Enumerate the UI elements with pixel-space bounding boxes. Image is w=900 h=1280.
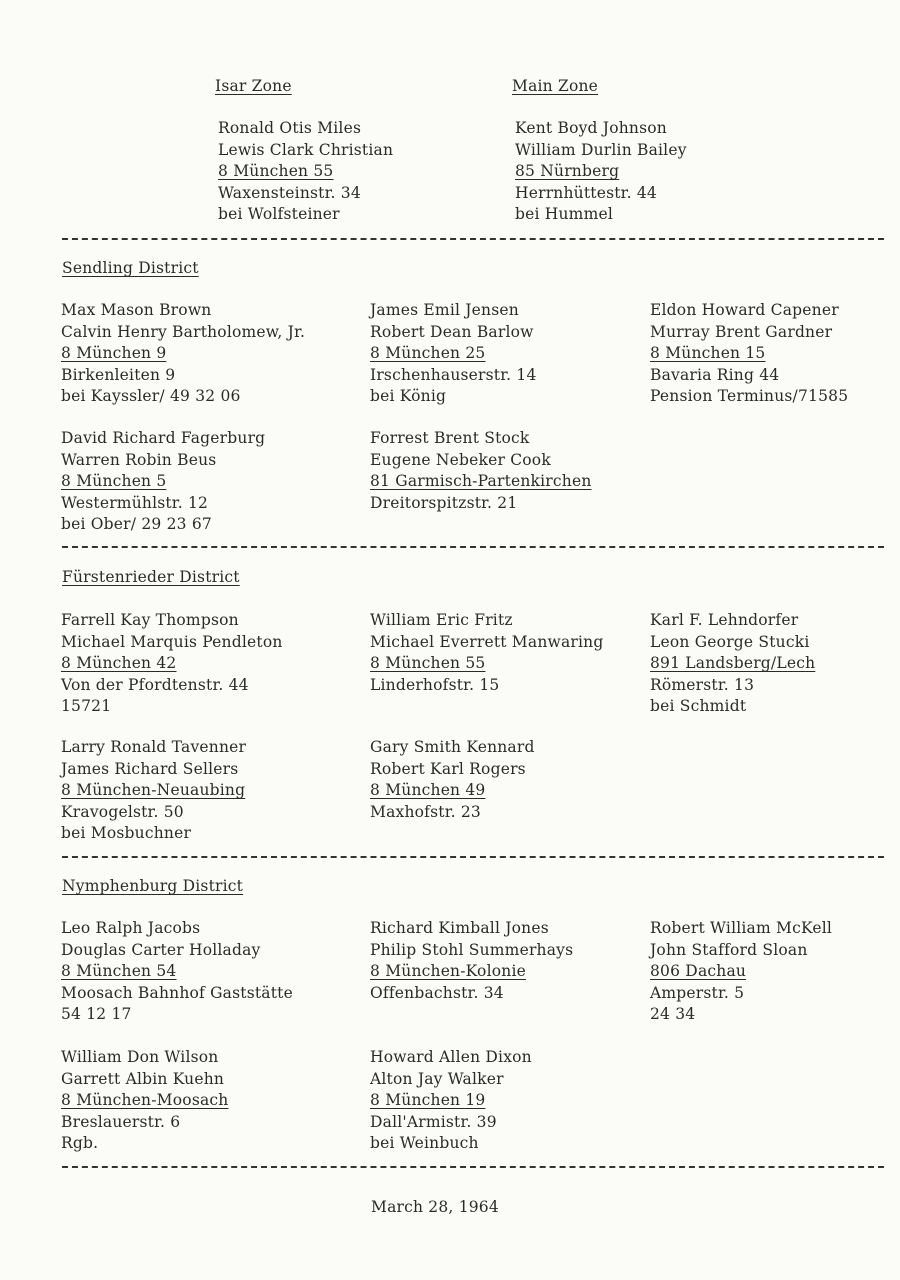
address-block-address-line: Dall'Armistr. 39 — [370, 1112, 497, 1131]
address-block-address-line: Kravogelstr. 50 — [61, 802, 184, 821]
address-block-address-line: bei Kayssler/ 49 32 06 — [61, 387, 241, 405]
address-block-missionary-name: James Richard Sellers — [61, 759, 239, 778]
address-block-missionary-name: Garrett Albin Kuehn — [61, 1069, 225, 1088]
address-block-address-line: Irschenhauserstr. 14 — [370, 365, 537, 384]
address-block-address-line: Rgb. — [61, 1134, 99, 1152]
address-block-address-line: Amperstr. 5 — [650, 983, 745, 1002]
address-block-address-line: bei Mosbuchner — [61, 824, 192, 842]
zone-entry-address-line: bei Wolfsteiner — [218, 205, 340, 223]
address-block-address-line: 24 34 — [650, 1005, 696, 1023]
document-date: March 28, 1964 — [371, 1198, 499, 1216]
address-block-city-line: 8 München 15 — [650, 344, 766, 362]
zone-entry-missionary-name: Kent Boyd Johnson — [515, 119, 667, 137]
address-block-address-line: Maxhofstr. 23 — [370, 802, 481, 821]
dashed-separator — [62, 856, 884, 858]
address-block-address-line: Dreitorspitzstr. 21 — [370, 493, 518, 512]
address-block-address-line: Von der Pfordtenstr. 44 — [61, 675, 249, 694]
address-block-missionary-name: Warren Robin Beus — [61, 450, 217, 469]
dashed-separator — [62, 546, 884, 548]
address-block-missionary-name: Robert William McKell — [650, 919, 833, 937]
dashed-separator — [62, 1166, 884, 1168]
address-block-city-line: 8 München 42 — [61, 654, 177, 672]
address-block-city-line: 8 München-Neuaubing — [61, 781, 246, 799]
address-block-missionary-name: Leon George Stucki — [650, 632, 810, 651]
address-block-address-line: Bavaria Ring 44 — [650, 365, 780, 384]
address-block-city-line: 806 Dachau — [650, 962, 747, 980]
address-block-missionary-name: Richard Kimball Jones — [370, 919, 549, 937]
address-block-missionary-name: Robert Dean Barlow — [370, 322, 534, 341]
zone-entry-address-line: bei Hummel — [515, 205, 614, 223]
address-block-address-line: Birkenleiten 9 — [61, 365, 176, 384]
dashed-separator — [62, 238, 884, 240]
address-block-address-line: 15721 — [61, 697, 112, 715]
zone-entry-address-line: Herrnhüttestr. 44 — [515, 183, 657, 202]
address-block-city-line: 891 Landsberg/Lech — [650, 654, 816, 672]
address-block-city-line: 8 München 9 — [61, 344, 167, 362]
address-block-city-line: 8 München 49 — [370, 781, 486, 799]
address-block-city-line: 81 Garmisch-Partenkirchen — [370, 472, 592, 490]
address-block-address-line: bei Schmidt — [650, 697, 747, 715]
address-block-missionary-name: Murray Brent Gardner — [650, 322, 833, 341]
address-block-address-line: Westermühlstr. 12 — [61, 493, 209, 512]
address-block-missionary-name: Max Mason Brown — [61, 301, 212, 319]
district-title: Nymphenburg District — [62, 877, 244, 895]
address-block-missionary-name: Howard Allen Dixon — [370, 1048, 532, 1066]
zone-title: Main Zone — [512, 77, 599, 95]
address-block-missionary-name: Calvin Henry Bartholomew, Jr. — [61, 322, 306, 341]
address-block-missionary-name: Michael Marquis Pendleton — [61, 632, 283, 651]
address-block-address-line: bei König — [370, 387, 447, 405]
address-block-city-line: 8 München 55 — [370, 654, 486, 672]
zone-entry-address-line: Waxensteinstr. 34 — [218, 183, 361, 202]
address-block-missionary-name: David Richard Fagerburg — [61, 429, 266, 447]
address-block-missionary-name: Michael Everrett Manwaring — [370, 632, 604, 651]
address-block-city-line: 8 München 19 — [370, 1091, 486, 1109]
address-block-city-line: 8 München-Moosach — [61, 1091, 229, 1109]
address-block-missionary-name: Eldon Howard Capener — [650, 301, 839, 319]
address-block-missionary-name: Karl F. Lehndorfer — [650, 611, 799, 629]
address-block-city-line: 8 München 54 — [61, 962, 177, 980]
zone-entry-city-line: 8 München 55 — [218, 162, 334, 180]
address-block-address-line: 54 12 17 — [61, 1005, 132, 1023]
address-block-city-line: 8 München 25 — [370, 344, 486, 362]
district-title: Sendling District — [62, 259, 199, 277]
zone-entry-missionary-name: Ronald Otis Miles — [218, 119, 362, 137]
address-block-missionary-name: Gary Smith Kennard — [370, 738, 535, 756]
zone-entry-missionary-name: William Durlin Bailey — [515, 140, 687, 159]
address-block-address-line: Moosach Bahnhof Gaststätte — [61, 983, 293, 1002]
address-block-missionary-name: Farrell Kay Thompson — [61, 611, 239, 629]
district-title: Fürstenrieder District — [62, 568, 240, 586]
address-block-address-line: Römerstr. 13 — [650, 675, 755, 694]
address-block-missionary-name: William Eric Fritz — [370, 611, 513, 629]
address-block-city-line: 8 München 5 — [61, 472, 167, 490]
address-block-address-line: bei Ober/ 29 23 67 — [61, 515, 212, 533]
address-block-address-line: Breslauerstr. 6 — [61, 1112, 181, 1131]
address-block-missionary-name: Douglas Carter Holladay — [61, 940, 261, 959]
address-block-missionary-name: William Don Wilson — [61, 1048, 219, 1066]
zone-title: Isar Zone — [215, 77, 292, 95]
address-block-missionary-name: John Stafford Sloan — [650, 940, 808, 959]
address-block-address-line: Linderhofstr. 15 — [370, 675, 500, 694]
address-block-missionary-name: Robert Karl Rogers — [370, 759, 526, 778]
zone-entry-missionary-name: Lewis Clark Christian — [218, 140, 394, 159]
address-block-missionary-name: Philip Stohl Summerhays — [370, 940, 574, 959]
address-block-missionary-name: Alton Jay Walker — [370, 1069, 504, 1088]
address-block-city-line: 8 München-Kolonie — [370, 962, 526, 980]
address-block-missionary-name: Leo Ralph Jacobs — [61, 919, 201, 937]
address-block-address-line: Pension Terminus/71585 — [650, 387, 849, 405]
zone-entry-city-line: 85 Nürnberg — [515, 162, 620, 180]
address-block-missionary-name: Forrest Brent Stock — [370, 429, 530, 447]
address-block-address-line: Offenbachstr. 34 — [370, 983, 504, 1002]
address-block-missionary-name: Eugene Nebeker Cook — [370, 450, 551, 469]
address-block-address-line: bei Weinbuch — [370, 1134, 479, 1152]
address-block-missionary-name: James Emil Jensen — [370, 301, 519, 319]
address-block-missionary-name: Larry Ronald Tavenner — [61, 738, 247, 756]
